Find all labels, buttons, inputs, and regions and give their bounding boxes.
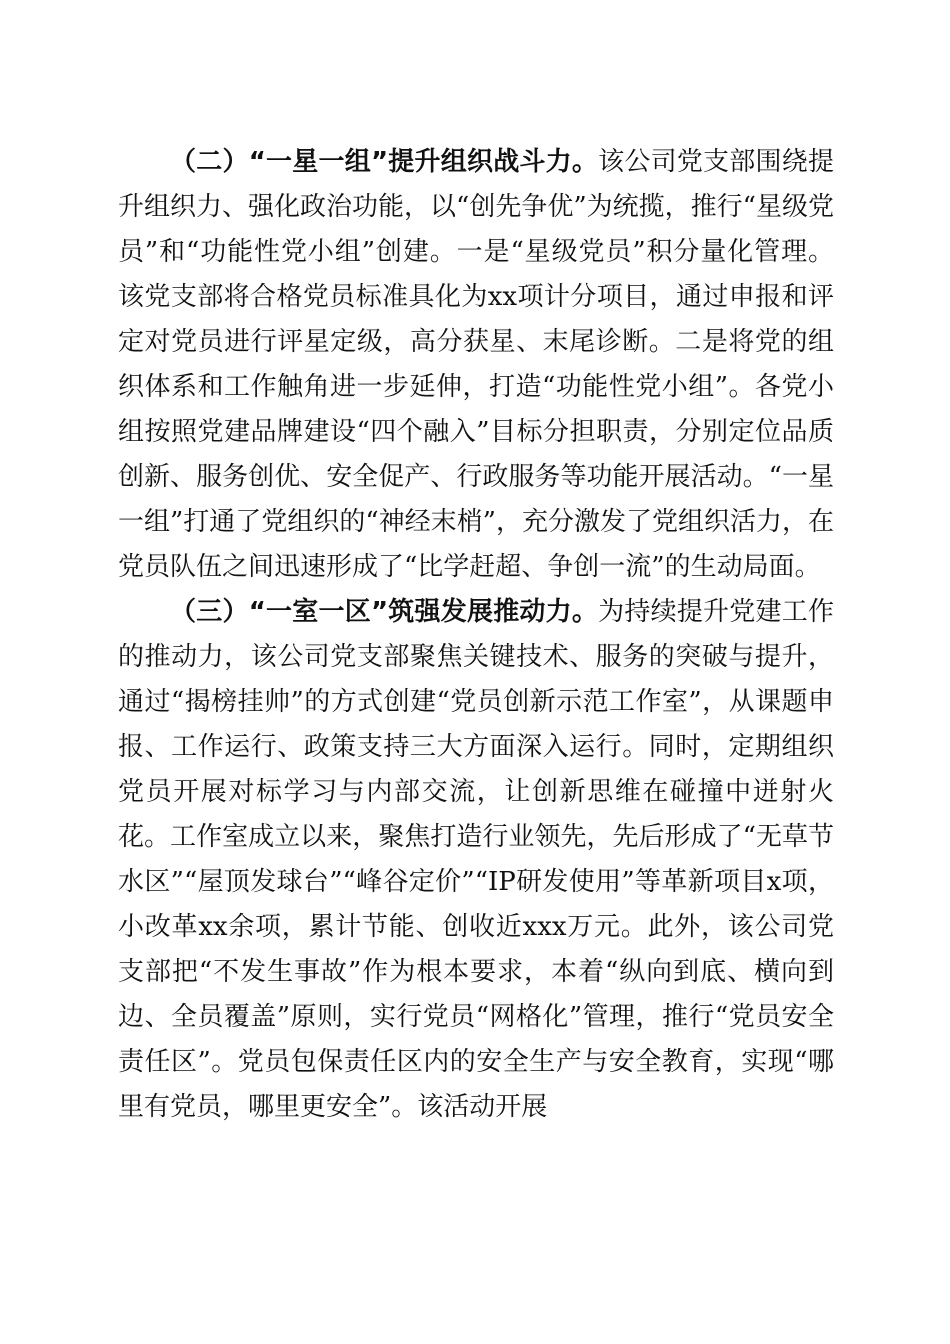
paragraph-three-heading: （三）“一室一区”筑强发展推动力。 xyxy=(170,597,599,627)
paragraph-two xyxy=(118,140,834,590)
paragraph-three-text: 为持续提升党建工作的推动力，该公司党支部聚焦关键技术、服务的突破与提升，通过“揭榜挂帅”的方式创建“党员创新示范工作室”，从课题申报、工作运行、政策支持三大方面深入运行。同时，定期组织党员开展对标学习与内部交流，让创新思维在碰撞中迸射火花。工作室成立以来，聚焦打造行业领先，先后形成了“无草节水区”“屋顶发球台”“峰谷定价”“IP研发使用”等革新项目x项，小改革xx余项，累计节能、创收近xxx万元。此外，该公司党支部把“不发生事故”作为根本要求，本着“纵向到底、横向到边、全员覆盖”原则，实行党员“网格化”管理，推行“党员安全责任区”。党员包保责任区内的安全生产与安全教育，实现“哪里有党员，哪里更安全”。该活动开展 xyxy=(118,597,834,1122)
paragraph-three xyxy=(118,590,834,1130)
document-body xyxy=(118,140,834,1130)
paragraph-two-text: 该公司党支部围绕提升组织力、强化政治功能，以“创先争优”为统揽，推行“星级党员”和“功能性党小组”创建。一是“星级党员”积分量化管理。该党支部将合格党员标准具化为xx项计分项目，通过申报和评定对党员进行评星定级，高分获星、末尾诊断。二是将党的组织体系和工作触角进一步延伸，打造“功能性党小组”。各党小组按照党建品牌建设“四个融入”目标分担职责，分别定位品质创新、服务创优、安全促产、行政服务等功能开展活动。“一星一组”打通了党组织的“神经末梢”，充分激发了党组织活力，在党员队伍之间迅速形成了“比学赶超、争创一流”的生动局面。 xyxy=(118,147,834,582)
paragraph-two-heading: （二）“一星一组”提升组织战斗力。 xyxy=(170,147,599,177)
